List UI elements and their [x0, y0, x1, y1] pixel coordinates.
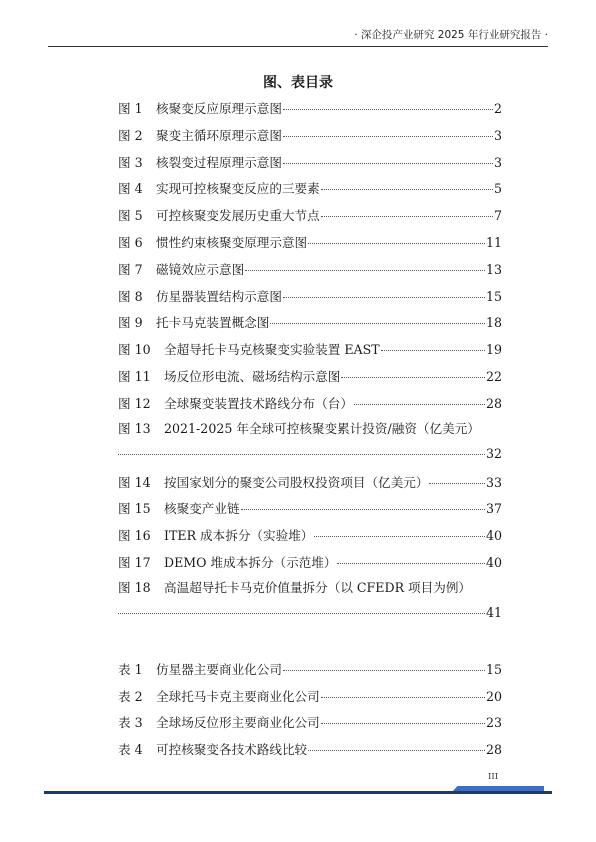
toc-entry[interactable]: 图 12 全球聚变装置技术路线分布（台） 28	[118, 395, 502, 411]
toc-entry[interactable]: 图 18 高温超导托卡马克价值量拆分（以 CFEDR 项目为例） 41	[118, 579, 502, 620]
toc-entry[interactable]: 图 17 DEMO 堆成本拆分（示范堆） 40	[118, 554, 502, 570]
dot-leader	[354, 404, 485, 405]
dot-leader	[283, 136, 493, 137]
toc-entry[interactable]: 图 7 磁镜效应示意图 13	[118, 261, 502, 277]
dot-leader	[341, 377, 485, 378]
header-divider	[48, 46, 548, 47]
toc-entry[interactable]: 图 11 场反位形电流、磁场结构示意图 22	[118, 368, 502, 384]
footer-rule	[44, 791, 552, 794]
dot-leader	[283, 297, 485, 298]
section-gap	[118, 629, 502, 657]
toc-entry[interactable]: 表 4 可控核聚变各技术路线比较 28	[118, 742, 502, 758]
dot-leader	[118, 613, 485, 614]
dot-leader	[321, 723, 485, 724]
toc-entry[interactable]: 图 4 实现可控核聚变反应的三要素 5	[118, 181, 502, 197]
toc-list	[118, 96, 502, 764]
report-header: · 深企投产业研究 2025 年行业研究报告 ·	[354, 29, 548, 41]
toc-entry[interactable]: 图 15 核聚变产业链 37	[118, 501, 502, 517]
dot-leader	[241, 509, 485, 510]
dot-leader	[283, 163, 493, 164]
dot-leader	[245, 270, 485, 271]
dot-leader	[321, 697, 485, 698]
toc-entry[interactable]: 图 1 核聚变反应原理示意图 2	[118, 101, 502, 116]
dot-leader	[321, 216, 493, 217]
toc-entry[interactable]: 图 6 惯性约束核聚变原理示意图 11	[118, 234, 502, 250]
toc-entry[interactable]: 图 13 2021-2025 年全球可控核聚变累计投资/融资（亿美元） 32	[118, 420, 502, 461]
dot-leader	[270, 323, 485, 324]
toc-entry[interactable]: 图 16 ITER 成本拆分（实验堆） 40	[118, 528, 502, 544]
dot-leader	[429, 483, 485, 484]
dot-leader	[337, 563, 485, 564]
toc-entry[interactable]: 图 2 聚变主循环原理示意图 3	[118, 127, 502, 143]
dot-leader	[283, 109, 493, 110]
dot-leader	[118, 454, 485, 455]
toc-entry[interactable]: 表 1 仿星器主要商业化公司 15	[118, 661, 502, 677]
dot-leader	[321, 189, 493, 190]
toc-entry[interactable]: 图 14 按国家划分的聚变公司股权投资项目（亿美元） 33	[118, 474, 502, 490]
toc-entry[interactable]: 图 10 全超导托卡马克核聚变实验装置 EAST 19	[118, 342, 502, 358]
toc-entry[interactable]: 图 5 可控核聚变发展历史重大节点 7	[118, 208, 502, 224]
toc-entry[interactable]: 图 3 核裂变过程原理示意图 3	[118, 154, 502, 170]
toc-entry[interactable]: 表 2 全球托马卡克主要商业化公司 20	[118, 688, 502, 704]
toc-entry[interactable]: 表 3 全球场反位形主要商业化公司 23	[118, 715, 502, 731]
page-number: III	[488, 772, 499, 782]
toc-title: 图、表目录	[263, 75, 333, 91]
toc-entry[interactable]: 图 9 托卡马克装置概念图 18	[118, 315, 502, 331]
dot-leader	[314, 536, 485, 537]
toc-entry[interactable]: 图 8 仿星器装置结构示意图 15	[118, 288, 502, 304]
dot-leader	[381, 350, 485, 351]
dot-leader	[283, 670, 485, 671]
dot-leader	[308, 750, 485, 751]
dot-leader	[308, 243, 485, 244]
